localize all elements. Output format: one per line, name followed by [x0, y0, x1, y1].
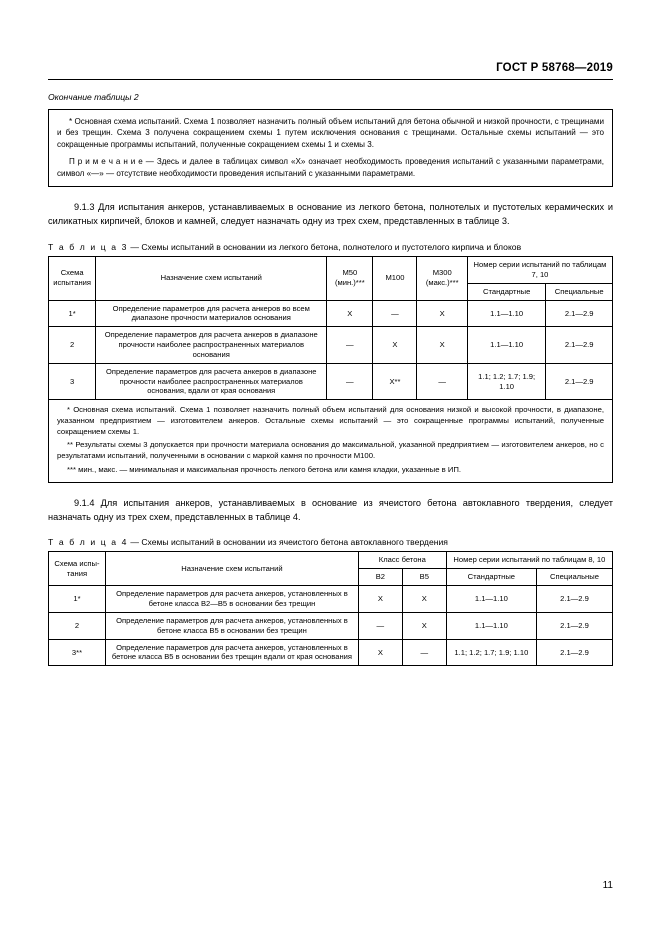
table2-note: П р и м е ч а н и е — Здесь и далее в таблицах символ «Х» означает необходимость проведения испытаний с указанными параметрами, символ «—» — отсутствие необходимости проведения испытаний с указанными параметрами.: [57, 157, 604, 178]
table3-r2-m50: —: [327, 327, 373, 364]
table3-caption-text: — Схемы испытаний в основании из легкого бетона, полнотелого и пустотелого кирпича и блоков: [130, 242, 522, 253]
table3-r1-standard: 1.1—1.10: [467, 300, 545, 327]
table3-r3-scheme: 3: [49, 363, 96, 399]
table3-th-m300: М300 (макс.)***: [417, 257, 467, 301]
table3-r3-m300: —: [417, 363, 467, 399]
table3-th-standard: Стандартные: [467, 283, 545, 300]
table3-r2-m100: Х: [373, 327, 417, 364]
table2-continuation-label: Окончание таблицы 2: [48, 92, 139, 102]
table4-th-b5: В5: [402, 569, 446, 586]
table3-header-row-1: [49, 257, 613, 284]
table-row: [49, 639, 613, 666]
table3-footnote-1: * Основная схема испытаний. Схема 1 позволяет назначить полный объем испытаний для основания низкой и высокой прочности, в диапазоне, указанном предприятием — изготовителем анкеров. Остальные схемы испытаний — это сокращенные программы испытаний, полученные сокращением схемы 1.: [57, 405, 604, 436]
table3-r2-m300: Х: [417, 327, 467, 364]
table3: [48, 256, 613, 400]
table3-r3-standard: 1.1; 1.2; 1.7; 1.9; 1.10: [467, 363, 545, 399]
table3-r1-special: 2.1—2.9: [546, 300, 613, 327]
table4-r1-b2: Х: [358, 586, 402, 613]
table3-r1-m300: Х: [417, 300, 467, 327]
table2-notes-box: [48, 109, 613, 187]
table3-th-special: Специальные: [546, 283, 613, 300]
table4-r3-b5: —: [402, 639, 446, 666]
table3-r3-m50: —: [327, 363, 373, 399]
table3-r1-purpose: Определение параметров для расчета анкеров во всем диапазоне прочности материалов основания: [96, 300, 327, 327]
header-divider: [48, 79, 613, 80]
table3-r1-m50: Х: [327, 300, 373, 327]
page-content: [48, 92, 613, 666]
table3-r3-m100: Х**: [373, 363, 417, 399]
table3-r3-special: 2.1—2.9: [546, 363, 613, 399]
table2-footnote-1: * Основная схема испытаний. Схема 1 позволяет назначить полный объем испытаний для бетона обычной и низкой прочности, с трещинами и без трещин. Схема 3 получена сокращением схемы 1 путем исключения основания с трещинами. Остальные схемы испытаний — это сокращенные программы испытаний, полученные сокращением схемы 1 и схемы 3.: [57, 117, 604, 149]
table4-r3-standard: 1.1; 1.2; 1.7; 1.9; 1.10: [446, 639, 536, 666]
table4-caption-text: — Схемы испытаний в основании из ячеистого бетона автоклавного твердения: [130, 537, 448, 548]
table4-caption-prefix: Т а б л и ц а 4: [48, 537, 128, 548]
table4-r2-standard: 1.1—1.10: [446, 612, 536, 639]
table4-r2-b2: —: [358, 612, 402, 639]
table4: [48, 551, 613, 666]
table3-th-m50: М50 (мин.)***: [327, 257, 373, 301]
table4-th-scheme: Схема испы- тания: [49, 552, 106, 586]
table4-th-standard: Стандартные: [446, 569, 536, 586]
table4-r2-scheme: 2: [49, 612, 106, 639]
table3-footnotes-box: [48, 400, 613, 483]
table3-th-m100: М100: [373, 257, 417, 301]
table3-caption-prefix: Т а б л и ц а 3: [48, 242, 128, 253]
table-row: [49, 300, 613, 327]
page-header-standard: ГОСТ Р 58768—2019: [496, 62, 613, 74]
table4-r2-b5: Х: [402, 612, 446, 639]
table3-r1-scheme: 1*: [49, 300, 96, 327]
table-row: [49, 327, 613, 364]
table-row: [49, 363, 613, 399]
table3-th-purpose: Назначение схем испытаний: [96, 257, 327, 301]
table4-r3-b2: Х: [358, 639, 402, 666]
table3-th-series-group: Номер серии испытаний по таблицам 7, 10: [467, 257, 612, 284]
table3-r2-special: 2.1—2.9: [546, 327, 613, 364]
table4-header-row-1: [49, 552, 613, 569]
table4-r1-b5: Х: [402, 586, 446, 613]
table-row: [49, 586, 613, 613]
table3-footnote-2: ** Результаты схемы 3 допускается при прочности материала основания до максимальной, указанной предприятием — изготовителем анкеров, но с результатами испытаний, полученными в основании с маркой камня по прочности М100.: [57, 440, 604, 461]
table4-r1-purpose: Определение параметров для расчета анкеров, установленных в бетоне класса В2—В5 в основании без трещин: [105, 586, 358, 613]
table4-r2-purpose: Определение параметров для расчета анкеров, установленных в бетоне класса В5 в основании без трещин: [105, 612, 358, 639]
table3-caption: [48, 242, 613, 252]
table4-r1-special: 2.1—2.9: [536, 586, 612, 613]
table4-th-purpose: Назначение схем испытаний: [105, 552, 358, 586]
table4-r3-purpose: Определение параметров для расчета анкеров, установленных в бетоне класса В5 в основании без трещин вдали от края основания: [105, 639, 358, 666]
table4-r2-special: 2.1—2.9: [536, 612, 612, 639]
table4-r1-standard: 1.1—1.10: [446, 586, 536, 613]
table3-r2-purpose: Определение параметров для расчета анкеров в диапазоне прочности наиболее распространенных материалов основания: [96, 327, 327, 364]
table3-th-scheme: Схема испытания: [49, 257, 96, 301]
table4-r3-scheme: 3**: [49, 639, 106, 666]
table3-r1-m100: —: [373, 300, 417, 327]
table4-r3-special: 2.1—2.9: [536, 639, 612, 666]
clause-9-1-3: 9.1.3 Для испытания анкеров, устанавливаемых в основание из легкого бетона, полнотелых и пустотелых керамических и силикатных кирпичей, блоков и камней, следует назначать одну из трех схем, представленных в таблице 3.: [48, 202, 613, 227]
table4-th-special: Специальные: [536, 569, 612, 586]
table3-r3-purpose: Определение параметров для расчета анкеров в диапазоне прочности наиболее распространенных материалов основания, вдали от края основания: [96, 363, 327, 399]
table4-caption: [48, 537, 613, 547]
table3-r2-standard: 1.1—1.10: [467, 327, 545, 364]
table4-th-series-group: Номер серии испытаний по таблицам 8, 10: [446, 552, 612, 569]
table4-th-class-group: Класс бетона: [358, 552, 446, 569]
table3-footnote-3: *** мин., макс. — минимальная и максимальная прочность легкого бетона или камня кладки, указанные в ИП.: [67, 465, 462, 475]
table4-r1-scheme: 1*: [49, 586, 106, 613]
table-row: [49, 612, 613, 639]
table3-r2-scheme: 2: [49, 327, 96, 364]
page-number: 11: [602, 880, 613, 891]
clause-9-1-4: 9.1.4 Для испытания анкеров, устанавливаемых в основание из ячеистого бетона автоклавного твердения, следует назначать одну из трех схем, представленных в таблице 4.: [48, 497, 613, 522]
table4-th-b2: В2: [358, 569, 402, 586]
